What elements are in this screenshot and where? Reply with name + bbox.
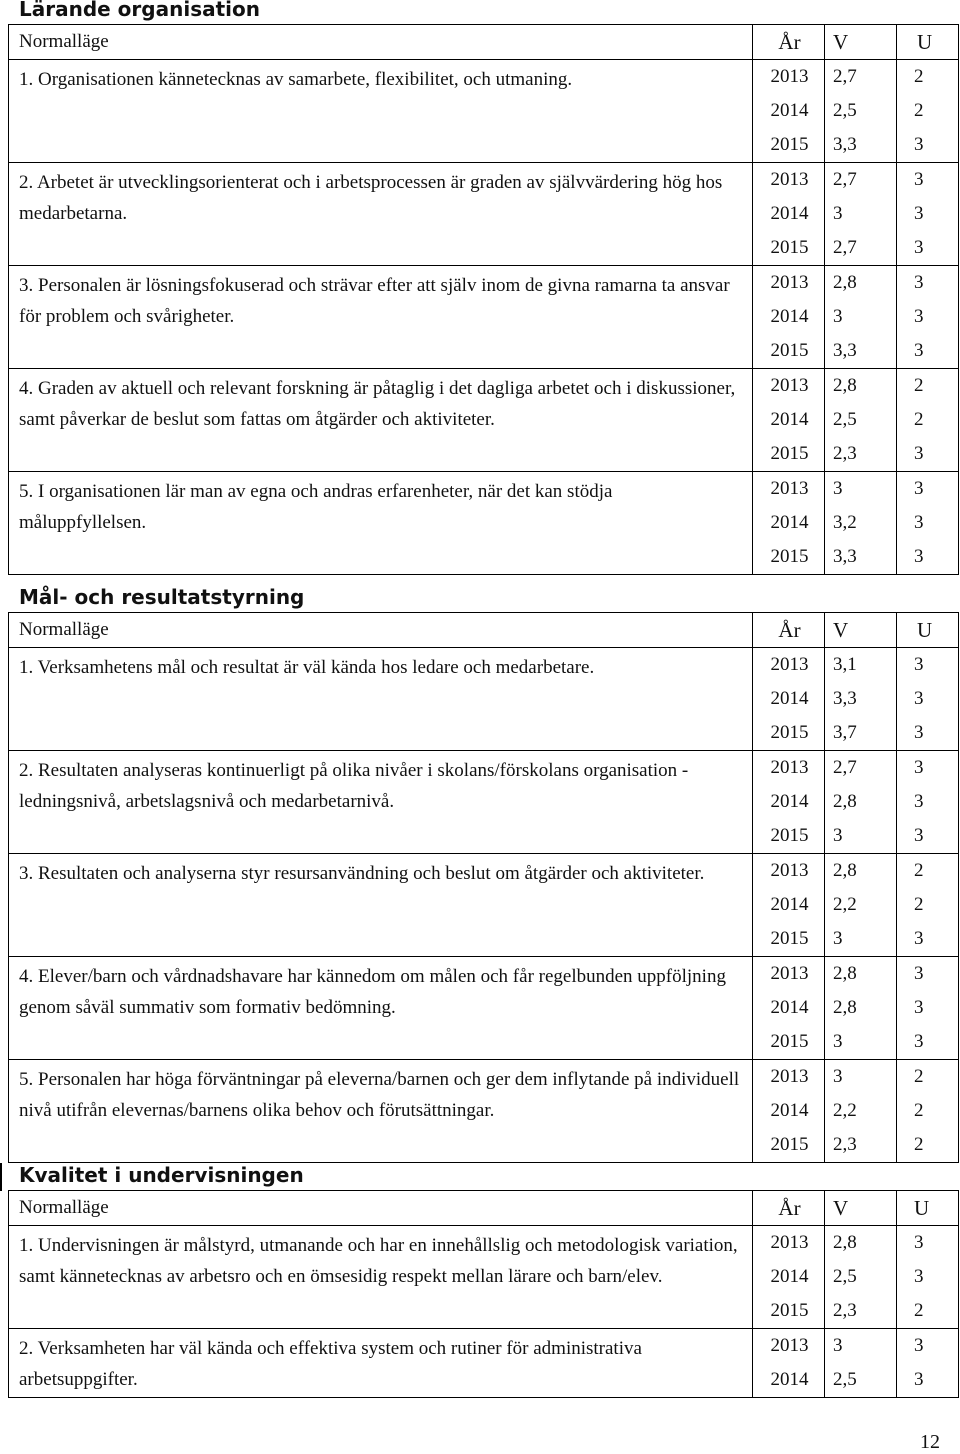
table-row [9, 751, 959, 854]
mode-header: Normalläge [9, 1191, 753, 1226]
year-cell: 2013 2014 2015 [753, 472, 825, 575]
section-title: Lärande organisation [19, 0, 260, 21]
table-row [9, 472, 959, 575]
survey-table [8, 612, 959, 1163]
v-cell: 2,8 2,5 2,3 [825, 1226, 897, 1329]
year-header: År [753, 1191, 825, 1226]
u-header: U [897, 1191, 959, 1226]
year-cell: 2013 2014 2015 [753, 854, 825, 957]
v-cell: 3 3,2 3,3 [825, 472, 897, 575]
year-cell: 2013 2014 2015 [753, 957, 825, 1060]
table-row [9, 648, 959, 751]
year-cell: 2013 2014 2015 [753, 266, 825, 369]
year-header: År [753, 613, 825, 648]
question-text: 5. Personalen har höga förväntningar på eleverna/barnen och ger dem inflytande på individuell nivå utifrån elevernas/barnens olika behov och förutsättningar. [9, 1060, 753, 1163]
year-cell: 2013 2014 2015 [753, 60, 825, 163]
v-cell: 3 2,2 2,3 [825, 1060, 897, 1163]
section-title: Kvalitet i undervisningen [19, 1163, 304, 1187]
survey-table [8, 1190, 959, 1398]
u-cell: 3 3 3 [897, 957, 959, 1060]
section-title: Mål- och resultatstyrning [19, 585, 305, 609]
question-text: 3. Personalen är lösningsfokuserad och strävar efter att själv inom de givna ramarna ta ansvar för problem och svårigheter. [9, 266, 753, 369]
v-cell: 2,7 2,8 3 [825, 751, 897, 854]
year-cell: 2013 2014 [753, 1329, 825, 1398]
u-cell: 2 2 3 [897, 369, 959, 472]
v-header: V [825, 25, 897, 60]
u-cell: 2 2 3 [897, 854, 959, 957]
table-row [9, 1329, 959, 1398]
table-row [9, 163, 959, 266]
u-header: U [897, 613, 959, 648]
u-cell: 3 3 3 [897, 648, 959, 751]
u-cell: 3 3 3 [897, 163, 959, 266]
v-cell: 2,7 2,5 3,3 [825, 60, 897, 163]
change-bar [0, 1163, 2, 1191]
v-header: V [825, 613, 897, 648]
u-cell: 2 2 2 [897, 1060, 959, 1163]
u-cell: 3 3 3 [897, 751, 959, 854]
v-cell: 2,8 2,2 3 [825, 854, 897, 957]
u-cell: 3 3 2 [897, 1226, 959, 1329]
u-cell: 3 3 [897, 1329, 959, 1398]
u-cell: 3 3 3 [897, 472, 959, 575]
v-cell: 2,8 2,8 3 [825, 957, 897, 1060]
survey-table [8, 24, 959, 575]
mode-header: Normalläge [9, 613, 753, 648]
year-cell: 2013 2014 2015 [753, 648, 825, 751]
table-row [9, 266, 959, 369]
year-cell: 2013 2014 2015 [753, 1060, 825, 1163]
year-cell: 2013 2014 2015 [753, 163, 825, 266]
year-header: År [753, 25, 825, 60]
u-cell: 2 2 3 [897, 60, 959, 163]
question-text: 4. Elever/barn och vårdnadshavare har kännedom om målen och får regelbunden uppföljning genom såväl summativ som formativ bedömning. [9, 957, 753, 1060]
question-text: 2. Arbetet är utvecklingsorienterat och i arbetsprocessen är graden av självvärdering hög hos medarbetarna. [9, 163, 753, 266]
table-row [9, 1226, 959, 1329]
question-text: 5. I organisationen lär man av egna och andras erfarenheter, när det kan stödja måluppfyllelsen. [9, 472, 753, 575]
table-row [9, 369, 959, 472]
u-header: U [897, 25, 959, 60]
page-number: 12 [920, 1431, 940, 1453]
table-row [9, 60, 959, 163]
table-row [9, 1060, 959, 1163]
question-text: 1. Organisationen kännetecknas av samarbete, flexibilitet, och utmaning. [9, 60, 753, 163]
header-row [9, 25, 959, 60]
question-text: 2. Verksamheten har väl kända och effektiva system och rutiner för administrativa arbetsuppgifter. [9, 1329, 753, 1398]
v-cell: 2,8 2,5 2,3 [825, 369, 897, 472]
v-header: V [825, 1191, 897, 1226]
v-cell: 3 2,5 [825, 1329, 897, 1398]
year-cell: 2013 2014 2015 [753, 1226, 825, 1329]
header-row [9, 613, 959, 648]
u-cell: 3 3 3 [897, 266, 959, 369]
question-text: 3. Resultaten och analyserna styr resursanvändning och beslut om åtgärder och aktiviteter. [9, 854, 753, 957]
mode-header: Normalläge [9, 25, 753, 60]
table-row [9, 854, 959, 957]
v-cell: 3,1 3,3 3,7 [825, 648, 897, 751]
year-cell: 2013 2014 2015 [753, 369, 825, 472]
header-row [9, 1191, 959, 1226]
question-text: 2. Resultaten analyseras kontinuerligt på olika nivåer i skolans/förskolans organisation - ledningsnivå, arbetslagsnivå och medarbetarnivå. [9, 751, 753, 854]
year-cell: 2013 2014 2015 [753, 751, 825, 854]
v-cell: 2,7 3 2,7 [825, 163, 897, 266]
question-text: 4. Graden av aktuell och relevant forskning är påtaglig i det dagliga arbetet och i diskussioner, samt påverkar de beslut som fattas om åtgärder och aktiviteter. [9, 369, 753, 472]
question-text: 1. Undervisningen är målstyrd, utmanande och har en innehållslig och metodologisk variation, samt kännetecknas av arbetsro och en ömsesidig respekt mellan lärare och barn/elev. [9, 1226, 753, 1329]
v-cell: 2,8 3 3,3 [825, 266, 897, 369]
question-text: 1. Verksamhetens mål och resultat är väl kända hos ledare och medarbetare. [9, 648, 753, 751]
table-row [9, 957, 959, 1060]
